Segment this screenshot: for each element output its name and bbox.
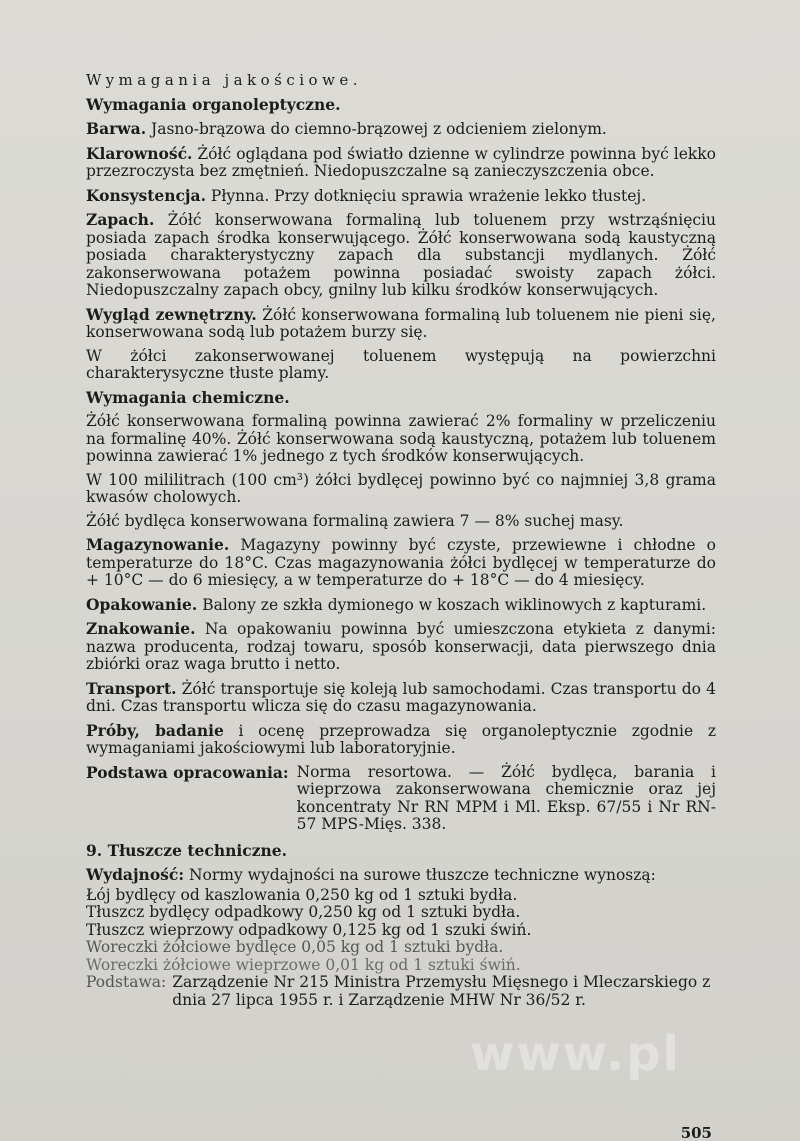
list-item: Łój bydlęcy od kaszlowania 0,250 kg od 1 sztuki bydła.	[86, 885, 518, 904]
znakowanie-text: Na opakowaniu powinna być umieszczona etykieta z danymi: nazwa producenta, rodzaj towaru, sposób konserwacji, data pierwszego dnia zbiórki oraz waga brutto i netto.	[86, 620, 716, 673]
page-content	[86, 72, 716, 1009]
konsystencja-paragraph	[86, 187, 716, 206]
podstawa-text: Norma resortowa. — Żółć bydlęca, barania i wieprzowa zakonserwowana chemicznie oraz jej koncentraty Nr RN MPM i Ml. Eksp. 67/55 i Nr RN-57 MPS-Mięs. 338.	[296, 762, 716, 833]
transport-paragraph	[86, 680, 716, 716]
wydajnosc-paragraph	[86, 866, 716, 885]
podstawa-label: Podstawa opracowania:	[86, 762, 289, 782]
tluszcze-heading: 9. Tłuszcze techniczne.	[86, 840, 288, 860]
wyglad-paragraph	[86, 306, 716, 342]
znakowanie-paragraph	[86, 620, 716, 674]
klarownosc-paragraph	[86, 145, 716, 181]
proby-text: i ocenę przeprowadza się organoleptycznie zgodnie z wymaganiami jakościowymi lub laboratoryjnie.	[86, 721, 716, 757]
organoleptic-heading: Wymagania organoleptyczne.	[86, 94, 341, 114]
konsystencja-text: Płynna. Przy dotknięciu sprawia wrażenie lekko tłustej.	[205, 186, 647, 205]
list-item: Tłuszcz bydlęcy odpadkowy 0,250 kg od 1 sztuki bydła.	[86, 903, 521, 921]
zapach-label: Zapach.	[86, 210, 155, 229]
barwa-paragraph	[86, 120, 716, 139]
page-number: 505	[680, 1124, 712, 1141]
wydajnosc-list	[86, 887, 716, 975]
wydajnosc-text: Normy wydajności na surowe tłuszcze techniczne wynoszą:	[184, 866, 656, 884]
magazynowanie-text: Magazyny powinny być czyste, przewiewne i chłodne o temperaturze do 18°C. Czas magazynowania żółci bydlęcej w temperaturze do + 10°C — do 6 miesięcy, a w temperaturze do + 18°C — do 4 miesięcy.	[86, 536, 716, 589]
chemical-paragraph-1: Żółć konserwowana formaliną powinna zawierać 2% formaliny w przeliczeniu na formalinę 40%. Żółć konserwowana sodą kaustyczną, potażem lub toluenem powinna zawierać 1% jednego z tych środków konserwujących.	[86, 412, 716, 465]
tluszcze-podstawa-label: Podstawa:	[86, 973, 167, 991]
chemical-heading: Wymagania chemiczne.	[86, 387, 290, 407]
opakowanie-paragraph	[86, 596, 716, 615]
tluszcze-podstawa	[86, 974, 716, 1009]
transport-text: Żółć transportuje się koleją lub samochodami. Czas transportu do 4 dni. Czas transportu wlicza się do czasu magazynowania.	[86, 679, 716, 715]
magazynowanie-label: Magazynowanie.	[86, 535, 230, 554]
zapach-text: Żółć konserwowana formaliną lub toluenem przy wstrząśnięciu posiada zapach środka konserwującego. Żółć konserwowana sodą kaustyczną posiada charakterystyczny zapach dla substancji mydlanych. Żółć zakonserwowana potażem powinna posiadać swoisty zapach żółci. Niedopuszczalny zapach obcy, gnilny lub kilku środków konserwujących.	[86, 211, 716, 299]
watermark: www.pl	[470, 1026, 682, 1082]
konsystencja-label: Konsystencja.	[86, 185, 206, 205]
klarownosc-label: Klarowność.	[86, 143, 193, 163]
magazynowanie-paragraph	[86, 536, 716, 590]
zapach-paragraph	[86, 211, 716, 300]
proby-paragraph	[86, 722, 716, 758]
wyglad-text: Żółć konserwowana formaliną lub toluenem nie pieni się, konserwowana sodą lub potażem burzy się.	[86, 305, 716, 341]
list-item: Woreczki żółciowe bydlęce 0,05 kg od 1 sztuki bydła.	[86, 938, 504, 956]
list-item: Tłuszcz wieprzowy odpadkowy 0,125 kg od 1 szuki świń.	[86, 920, 532, 939]
tluszcze-podstawa-text: Zarządzenie Nr 215 Ministra Przemysłu Mięsnego i Mleczarskiego z dnia 27 lipca 1955 r. i Zarządzenie MHW Nr 36/52 r.	[172, 973, 711, 1009]
podstawa-opracowania	[86, 764, 716, 834]
transport-label: Transport.	[86, 678, 177, 698]
toluen-paragraph: W żółci zakonserwowanej toluenem występują na powierzchni charakterysyczne tłuste plamy.	[86, 346, 716, 382]
section-title: Wymagania jakościowe.	[86, 71, 363, 89]
barwa-label: Barwa.	[86, 119, 147, 138]
wyglad-label: Wygląd zewnętrzny.	[86, 304, 257, 324]
opakowanie-label: Opakowanie.	[86, 594, 198, 614]
chemical-paragraph-2: W 100 mililitrach (100 cm³) żółci bydlęcej powinno być co najmniej 3,8 grama kwasów cholowych.	[86, 470, 716, 506]
wydajnosc-label: Wydajność:	[86, 865, 185, 884]
klarownosc-text: Żółć oglądana pod światło dzienne w cylindrze powinna być lekko przezroczysta bez zmętnień. Niedopuszczalne są zanieczyszczenia obce.	[86, 144, 716, 180]
barwa-text: Jasno-brązowa do ciemno-brązowej z odcieniem zielonym.	[146, 120, 607, 138]
znakowanie-label: Znakowanie.	[86, 619, 196, 638]
opakowanie-text: Balony ze szkła dymionego w koszach wiklinowych z kapturami.	[197, 595, 707, 614]
proby-label: Próby, badanie	[86, 720, 224, 740]
list-item: Woreczki żółciowe wieprzowe 0,01 kg od 1 sztuki świń.	[86, 955, 521, 974]
chemical-paragraph-3: Żółć bydlęca konserwowana formaliną zawiera 7 — 8% suchej masy.	[86, 511, 624, 530]
